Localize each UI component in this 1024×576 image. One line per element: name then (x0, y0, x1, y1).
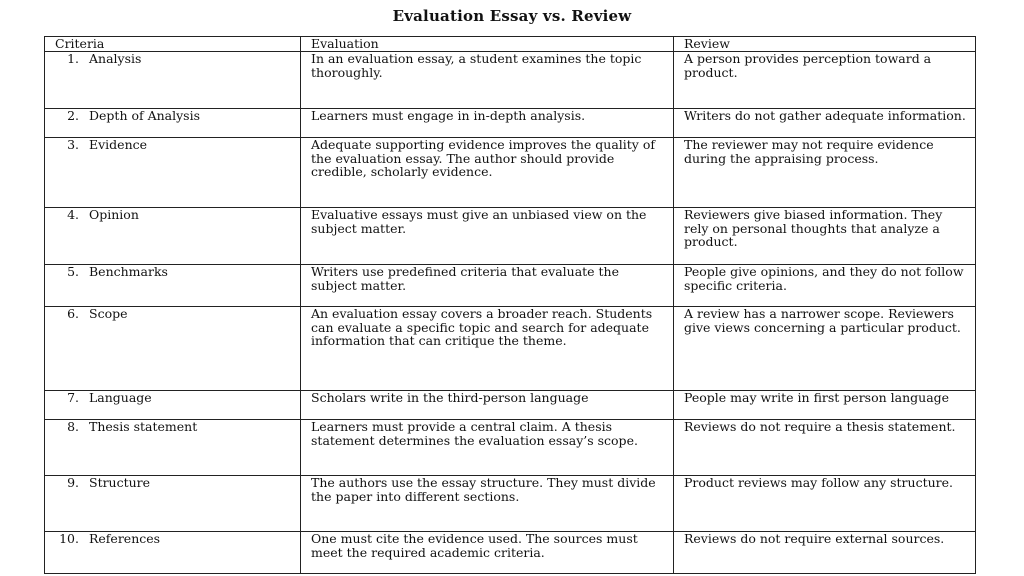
evaluation-cell: Learners must engage in in-depth analysis. (301, 108, 674, 137)
criteria-label: Scope (89, 306, 128, 321)
evaluation-cell: Writers use predefined criteria that evaluate the subject matter. (301, 264, 674, 306)
criteria-cell (45, 390, 301, 419)
evaluation-cell: An evaluation essay covers a broader reach. Students can evaluate a specific topic and search for adequate information that can critique the theme. (301, 306, 674, 390)
evaluation-cell: One must cite the evidence used. The sources must meet the required academic criteria. (301, 531, 674, 573)
row-number: 9. (67, 475, 79, 490)
criteria-label: Structure (89, 475, 151, 490)
criteria-cell (45, 51, 301, 108)
evaluation-cell: Adequate supporting evidence improves the quality of the evaluation essay. The author should provide credible, scholarly evidence. (301, 137, 674, 207)
criteria-cell (45, 531, 301, 573)
review-cell: Reviewers give biased information. They rely on personal thoughts that analyze a product. (674, 207, 976, 264)
criteria-label: Benchmarks (89, 264, 168, 279)
criteria-cell (45, 419, 301, 475)
table-row (45, 475, 976, 531)
criteria-cell (45, 264, 301, 306)
review-cell: People may write in first person language (674, 390, 976, 419)
review-cell: People give opinions, and they do not follow specific criteria. (674, 264, 976, 306)
criteria-label: Opinion (89, 207, 139, 222)
row-number: 7. (67, 390, 79, 405)
review-cell: Product reviews may follow any structure. (674, 475, 976, 531)
row-number: 2. (67, 108, 79, 123)
review-cell: Reviews do not require a thesis statement. (674, 419, 976, 475)
review-cell: The reviewer may not require evidence during the appraising process. (674, 137, 976, 207)
review-cell: Reviews do not require external sources. (674, 531, 976, 573)
table-row (45, 207, 976, 264)
header-review: Review (674, 37, 976, 52)
criteria-label: References (89, 531, 161, 546)
header-criteria: Criteria (45, 37, 301, 52)
criteria-label: Depth of Analysis (89, 108, 201, 123)
row-number: 3. (67, 137, 79, 152)
row-number: 5. (67, 264, 79, 279)
table-row (45, 51, 976, 108)
comparison-table (44, 36, 976, 574)
document-title: Evaluation Essay vs. Review (392, 7, 632, 25)
evaluation-cell: Evaluative essays must give an unbiased view on the subject matter. (301, 207, 674, 264)
criteria-label: Language (89, 390, 152, 405)
header-evaluation: Evaluation (301, 37, 674, 52)
table-row (45, 264, 976, 306)
review-cell: A review has a narrower scope. Reviewers give views concerning a particular product. (674, 306, 976, 390)
table-row (45, 419, 976, 475)
table-row (45, 108, 976, 137)
evaluation-cell: In an evaluation essay, a student examines the topic thoroughly. (301, 51, 674, 108)
row-number: 8. (67, 419, 79, 434)
evaluation-cell: Scholars write in the third-person language (301, 390, 674, 419)
evaluation-cell: Learners must provide a central claim. A thesis statement determines the evaluation essay’s scope. (301, 419, 674, 475)
criteria-label: Evidence (89, 137, 148, 152)
row-number: 6. (67, 306, 79, 321)
row-number: 1. (67, 51, 79, 66)
criteria-label: Analysis (89, 51, 142, 66)
criteria-label: Thesis statement (89, 419, 198, 434)
criteria-cell (45, 306, 301, 390)
review-cell: A person provides perception toward a product. (674, 51, 976, 108)
review-cell: Writers do not gather adequate information. (674, 108, 976, 137)
table-row (45, 306, 976, 390)
criteria-cell (45, 137, 301, 207)
evaluation-cell: The authors use the essay structure. They must divide the paper into different sections. (301, 475, 674, 531)
criteria-cell (45, 207, 301, 264)
table-row (45, 531, 976, 573)
criteria-cell (45, 475, 301, 531)
table-header-row (45, 37, 976, 52)
row-number: 10. (59, 531, 79, 546)
table-row (45, 137, 976, 207)
criteria-cell (45, 108, 301, 137)
table-row (45, 390, 976, 419)
row-number: 4. (67, 207, 79, 222)
